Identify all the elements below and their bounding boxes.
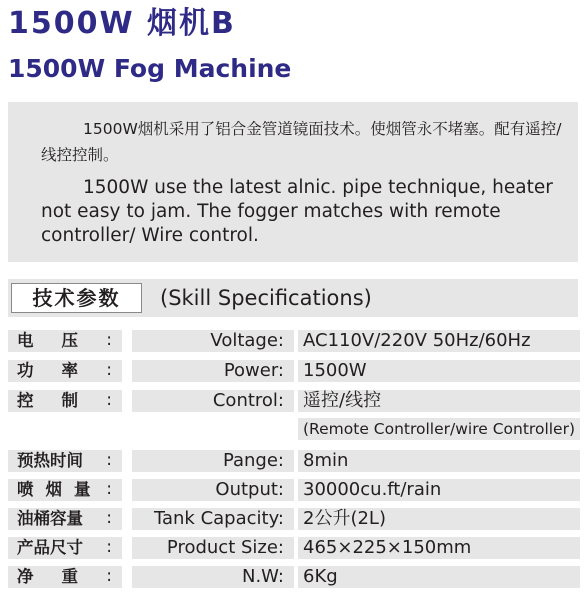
spec-colon: :: [106, 390, 112, 410]
spec-colon: :: [106, 360, 112, 380]
spec-value: 8min: [303, 450, 349, 471]
spec-label-en: Product Size:: [166, 537, 284, 558]
spec-header: [8, 279, 578, 317]
spec-row-power: [8, 360, 580, 382]
spec-row-size: [8, 537, 580, 559]
intro-text-cn: 1500W烟机采用了铝合金管道镜面技术。使烟管永不堵塞。配有遥控/线控控制。: [41, 120, 562, 164]
spec-label-cn: 油桶容量: [17, 509, 83, 528]
spec-row-output: [8, 479, 580, 501]
spec-note: (Remote Controller/wire Controller): [303, 420, 576, 438]
spec-value: 遥控/线控: [303, 390, 382, 411]
spec-label-cn: 控制: [17, 391, 106, 410]
spec-label-cn: 喷烟量: [17, 480, 103, 499]
spec-colon: :: [106, 537, 112, 557]
spec-row-control-note: [8, 418, 580, 440]
spec-label-en: N.W:: [242, 566, 284, 587]
spec-label-cn: 电压: [17, 331, 106, 350]
spec-row-voltage: [8, 330, 580, 352]
spec-label-cn: 净重: [17, 567, 106, 586]
spec-label-en: Tank Capacity:: [153, 508, 284, 529]
spec-label-en: Control:: [212, 390, 284, 411]
spec-label-en: Power:: [223, 360, 284, 381]
spec-row-warmup: [8, 450, 580, 472]
spec-label-cn: 产品尺寸: [17, 538, 83, 557]
product-title-en: 1500W Fog Machine: [8, 54, 292, 83]
spec-heading-en: (Skill Specifications): [160, 286, 372, 310]
spec-label-cn: 功率: [17, 361, 106, 380]
intro-panel: [8, 102, 578, 262]
spec-value: AC110V/220V 50Hz/60Hz: [303, 330, 531, 351]
spec-colon: :: [106, 508, 112, 528]
spec-colon: :: [106, 566, 112, 586]
spec-row-tank: [8, 508, 580, 530]
spec-heading-cn: 技术参数: [11, 283, 142, 313]
spec-label-en: Pange:: [222, 450, 284, 471]
spec-value: 30000cu.ft/rain: [303, 479, 442, 500]
spec-label-en: Output:: [215, 479, 284, 500]
spec-value: 1500W: [303, 360, 367, 381]
spec-row-weight: [8, 566, 580, 588]
spec-label-en: Voltage:: [210, 330, 284, 351]
spec-value: 6Kg: [303, 566, 338, 587]
spec-value: 2公升(2L): [303, 508, 386, 529]
spec-row-control: [8, 390, 580, 412]
intro-text-en: 1500W use the latest alnic. pipe technique, heater not easy to jam. The fogger matches with remote controller/ Wire control.: [41, 177, 553, 246]
product-title-cn: 1500W 烟机B: [8, 6, 236, 41]
spec-label-cn: 预热时间: [17, 451, 83, 470]
spec-value: 465×225×150mm: [303, 537, 472, 558]
spec-colon: :: [106, 479, 112, 499]
spec-colon: :: [106, 450, 112, 470]
spec-colon: :: [106, 330, 112, 350]
